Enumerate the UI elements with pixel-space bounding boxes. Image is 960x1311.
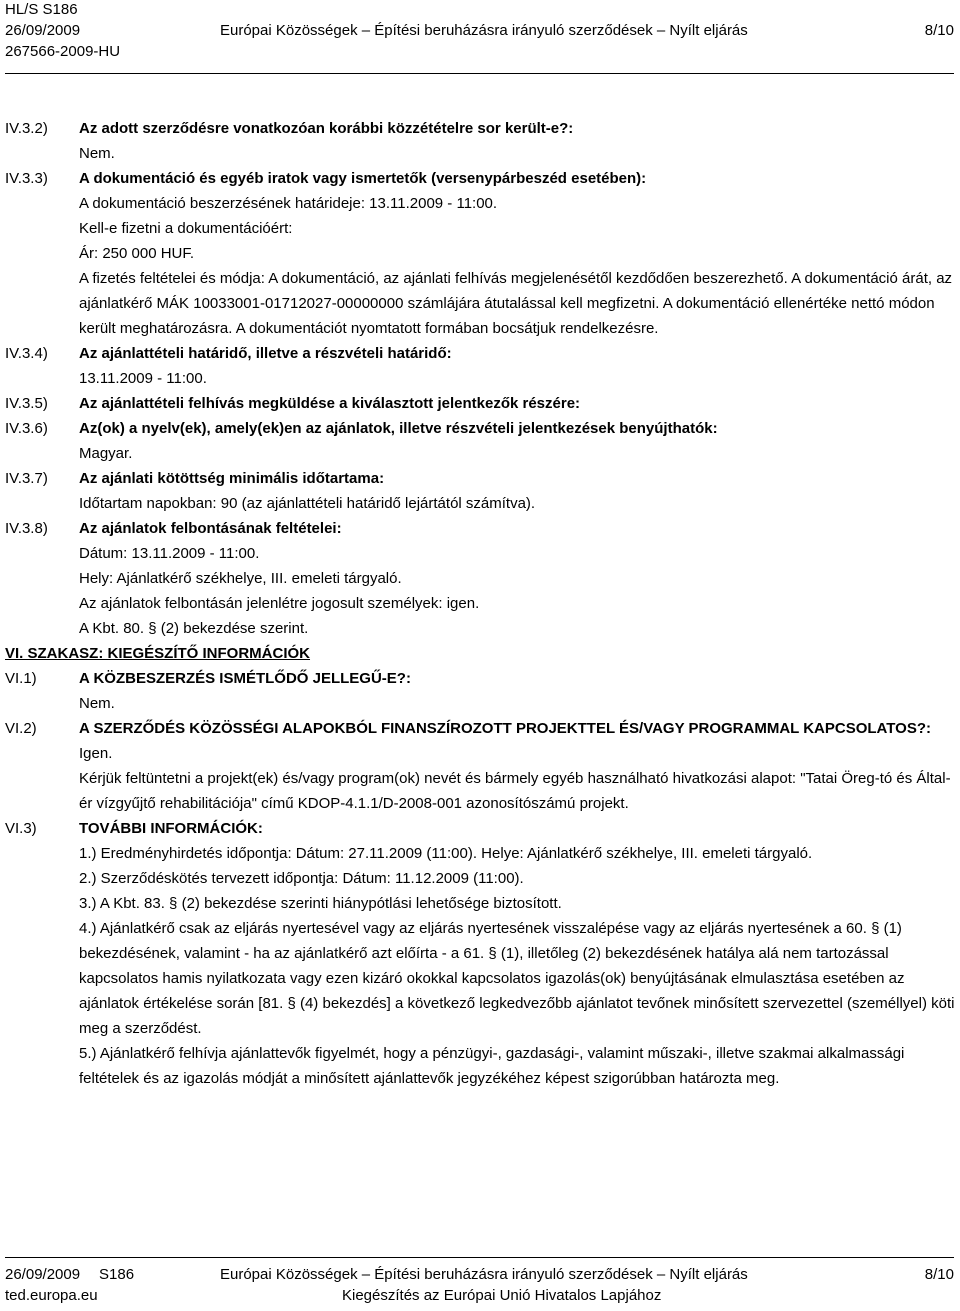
footer-site-link[interactable]: ted.europa.eu [5,1287,98,1304]
payment-terms: A fizetés feltételei és módja: A dokumentáció, az ajánlati felhívás megjelenésétől kezdődően beszerezhető. A dokumentáció árát, az ajánlatkérő MÁK 10033001-01712027-00000000 számlájára átutalással kell megfizetni. A dokumentáció ellenértéke nettó módon került meghatározásra. A dokumentációt nyomtatott formában bocsátjuk rendelkezésre. [79,270,953,337]
project-reference: Kérjük feltüntetni a projekt(ek) és/vagy program(ok) nevét és bármely egyéb használható hivatkozási alapot: "Tatai Öreg-tó és Által-ér vízgyűjtő rehabilitációja" című KDOP-4.1.1/D-2008-001 azonosítószámú projekt. [79,770,951,812]
section-value: 13.11.2009 - 11:00. [79,370,207,387]
section-number: IV.3.6) [5,420,48,437]
section-number: IV.3.2) [5,120,48,137]
header-page-number: 8/10 [924,22,954,39]
document-deadline: A dokumentáció beszerzésének határideje: 13.11.2009 - 11:00. [79,195,498,212]
info-item: 2.) Szerződéskötés tervezett időpontja: Dátum: 11.12.2009 (11:00). [79,870,524,887]
section-number: IV.3.7) [5,470,48,487]
section-number: IV.3.4) [5,345,48,362]
header-doc-id: 267566-2009-HU [5,43,121,60]
section-title: Az ajánlatok felbontásának feltételei: [79,520,342,537]
footer-series: S186 [99,1266,135,1283]
section-number: IV.3.5) [5,395,48,412]
section-vi-heading: VI. SZAKASZ: KIEGÉSZÍTŐ INFORMÁCIÓK [5,645,311,662]
section-number: VI.3) [5,820,37,837]
section-iv-3-3 [5,166,955,341]
section-number: VI.2) [5,720,37,737]
info-item: 4.) Ajánlatkérő csak az eljárás nyertesével vagy az eljárás nyertesének visszalépése vagy az eljárás nyertesének a 60. § (1) bekezdésének, valamint - ha az ajánlatkérő azt előírta - a 61. § (1), illetőleg (2) bekezdésének hatálya alá nem tartozással kapcsolatos hamis nyilatkozata vagy ezen kizáró okokkal kapcsolatos igazolás(ok) benyújtásának elmulasztása esetében az ajánlatok értékelése során [81. § (4) bekezdés] a következő legkedvezőbb ajánlatot tevőnek minősített szervezettel (személlyel) köti meg a szerződést. [79,920,955,1037]
section-value: Nem. [79,145,115,162]
page-header [5,0,954,63]
footer-divider [5,1257,954,1258]
section-title: Az adott szerződésre vonatkozóan korábbi közzétételre sor került-e?: [79,120,574,137]
section-value: Időtartam napokban: 90 (az ajánlattételi határidő lejártától számítva). [79,495,536,512]
section-number: IV.3.3) [5,170,48,187]
section-title: Az ajánlattételi határidő, illetve a részvételi határidő: [79,345,452,362]
header-title: Európai Közösségek – Építési beruházásra irányuló szerződések – Nyílt eljárás [220,22,748,39]
document-body [5,116,955,1091]
section-value: Magyar. [79,445,133,462]
section-value: Nem. [79,695,115,712]
section-iv-3-2 [5,116,955,166]
opening-date: Dátum: 13.11.2009 - 11:00. [79,545,260,562]
section-title: A KÖZBESZERZÉS ISMÉTLŐDŐ JELLEGŰ-E?: [79,670,411,687]
header-date: 26/09/2009 [5,22,81,39]
header-divider [5,73,954,74]
opening-place: Hely: Ajánlatkérő székhelye, III. emeleti tárgyaló. [79,570,402,587]
section-number: VI.1) [5,670,37,687]
info-item: 3.) A Kbt. 83. § (2) bekezdése szerinti hiánypótlási lehetősége biztosított. [79,895,562,912]
footer-page-number: 8/10 [924,1266,954,1283]
section-title: TOVÁBBI INFORMÁCIÓK: [79,820,263,837]
section-value: Igen. [79,745,113,762]
document-fee-question: Kell-e fizetni a dokumentációért: [79,220,293,237]
section-title: A SZERZŐDÉS KÖZÖSSÉGI ALAPOKBÓL FINANSZÍROZOTT PROJEKTTEL ÉS/VAGY PROGRAMMAL KAPCSOLATOS?: [79,720,931,737]
section-title: Az ajánlattételi felhívás megküldése a kiválasztott jelentkezők részére: [79,395,581,412]
section-vi-3 [5,816,955,1091]
page-footer [5,1265,954,1307]
footer-title: Európai Közösségek – Építési beruházásra irányuló szerződések – Nyílt eljárás [220,1266,748,1283]
info-item: 1.) Eredményhirdetés időpontja: Dátum: 27.11.2009 (11:00). Helye: Ajánlatkérő székhelye, III. emeleti tárgyaló. [79,845,813,862]
opening-legal-basis: A Kbt. 80. § (2) bekezdése szerint. [79,620,309,637]
section-iv-3-6 [5,416,955,466]
section-title: Az(ok) a nyelv(ek), amely(ek)en az ajánlatok, illetve részvételi jelentkezések benyújthatók: [79,420,718,437]
section-vi-2 [5,716,955,816]
footer-date: 26/09/2009 [5,1266,81,1283]
section-iv-3-5 [5,391,955,416]
opening-attendees: Az ajánlatok felbontásán jelenlétre jogosult személyek: igen. [79,595,480,612]
info-item: 5.) Ajánlatkérő felhívja ajánlattevők figyelmét, hogy a pénzügyi-, gazdasági-, valamint műszaki-, illetve szakmai alkalmassági feltételek és az igazolás módját a minősített ajánlattevők jegyzékéhez képest szigorúbban határozta meg. [79,1045,905,1087]
section-iv-3-4 [5,341,955,391]
section-title: A dokumentáció és egyéb iratok vagy ismertetők (versenypárbeszéd esetében): [79,170,647,187]
document-price: Ár: 250 000 HUF. [79,245,195,262]
section-title: Az ajánlati kötöttség minimális időtartama: [79,470,385,487]
section-iv-3-8 [5,516,955,641]
section-vi-1 [5,666,955,716]
section-number: IV.3.8) [5,520,48,537]
header-doc-series: HL/S S186 [5,1,78,18]
section-iv-3-7 [5,466,955,516]
footer-publisher: Kiegészítés az Európai Unió Hivatalos Lapjához [342,1287,662,1304]
